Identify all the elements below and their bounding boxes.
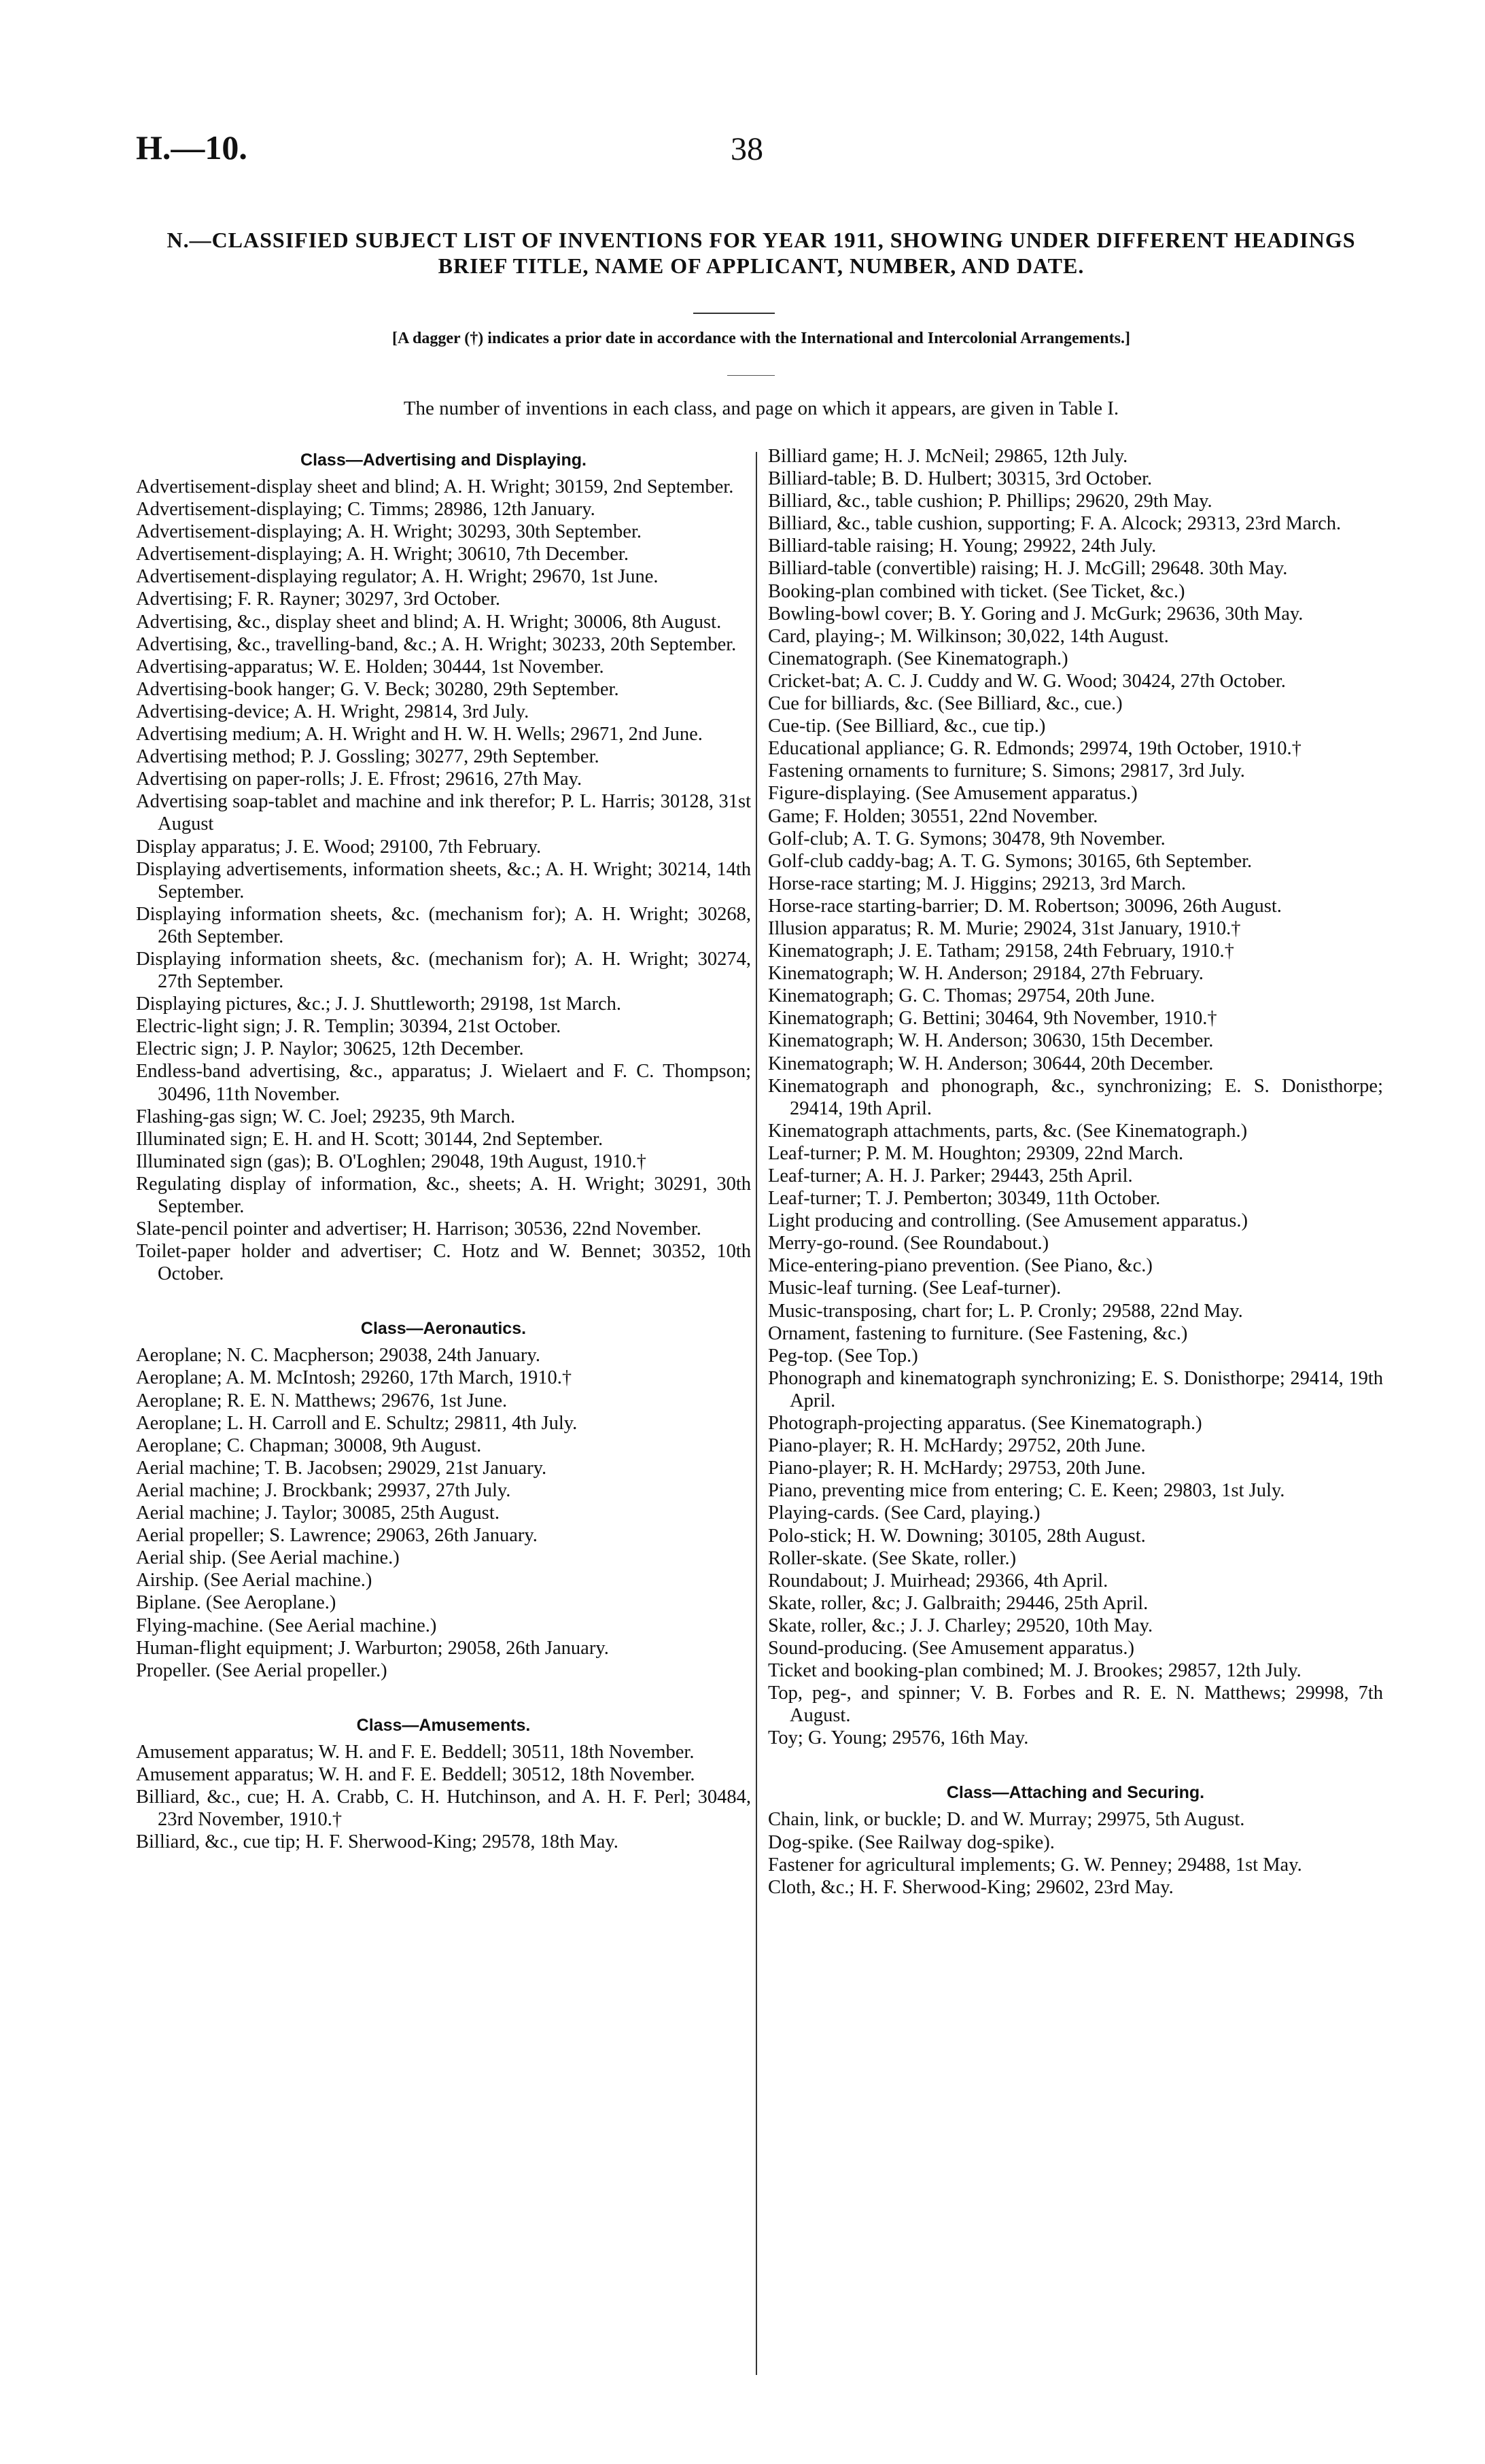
invention-entry: Advertisement-displaying; A. H. Wright; 30610, 7th December. (136, 544, 629, 565)
invention-entry: Airship. (See Aerial machine.) (136, 1570, 372, 1591)
invention-entry: Aeroplane; L. H. Carroll and E. Schultz; 29811, 4th July. (136, 1412, 578, 1434)
invention-entry: Billiard, &c., table cushion; P. Phillips; 29620, 29th May. (768, 491, 1212, 512)
title-rule (693, 313, 775, 314)
invention-entry: Bowling-bowl cover; B. Y. Goring and J. McGurk; 29636, 30th May. (768, 603, 1304, 624)
invention-entry: Advertisement-displaying; C. Timms; 28986, 12th January. (136, 499, 595, 521)
invention-entry: Advertising, &c., travelling-band, &c.; A. H. Wright; 30233, 20th September. (136, 633, 737, 655)
invention-entry: Aerial machine; T. B. Jacobsen; 29029, 21st January. (136, 1457, 547, 1479)
right-column (768, 445, 1383, 1899)
invention-entry: Figure-displaying. (See Amusement apparatus.) (768, 783, 1138, 805)
invention-entry: Toy; G. Young; 29576, 16th May. (768, 1727, 1029, 1749)
invention-entry: Flashing-gas sign; W. C. Joel; 29235, 9th March. (136, 1106, 516, 1127)
invention-entry: Aerial machine; J. Taylor; 30085, 25th August. (136, 1502, 500, 1524)
invention-entry: Electric sign; J. P. Naylor; 30625, 12th December. (136, 1038, 524, 1060)
invention-entry: Toilet-paper holder and advertiser; C. Hotz and W. Bennet; 30352, 10th October. (136, 1241, 751, 1285)
invention-entry: Dog-spike. (See Railway dog-spike). (768, 1831, 1055, 1853)
invention-entry: Billiard, &c., table cushion, supporting; F. A. Alcock; 29313, 23rd March. (768, 513, 1342, 535)
invention-entry: Illusion apparatus; R. M. Murie; 29024, 31st January, 1910.† (768, 917, 1241, 939)
invention-entry: Displaying information sheets, &c. (mechanism for); A. H. Wright; 30274, 27th September. (136, 948, 751, 993)
invention-entry: Biplane. (See Aeroplane.) (136, 1592, 336, 1614)
invention-entry: Aerial machine; J. Brockbank; 29937, 27th July. (136, 1479, 511, 1501)
invention-entry: Advertising-device; A. H. Wright, 29814, 3rd July. (136, 701, 529, 722)
invention-entry: Cloth, &c.; H. F. Sherwood-King; 29602, 23rd May. (768, 1876, 1174, 1898)
invention-entry: Illuminated sign; E. H. and H. Scott; 30144, 2nd September. (136, 1128, 604, 1150)
invention-entry: Kinematograph; W. H. Anderson; 29184, 27th February. (768, 963, 1204, 985)
invention-entry: Skate, roller, &c.; J. J. Charley; 29520, 10th May. (768, 1615, 1153, 1636)
invention-entry: Advertisement-display sheet and blind; A. H. Wright; 30159, 2nd September. (136, 476, 734, 497)
class-heading: Class—Amusements. (356, 1715, 531, 1735)
invention-entry: Piano, preventing mice from entering; C. E. Keen; 29803, 1st July. (768, 1480, 1285, 1502)
invention-entry: Cue-tip. (See Billiard, &c., cue tip.) (768, 716, 1046, 737)
invention-entry: Roundabout; J. Muirhead; 29366, 4th April. (768, 1570, 1108, 1591)
invention-entry: Aerial propeller; S. Lawrence; 29063, 26th January. (136, 1525, 538, 1547)
invention-entry: Aeroplane; C. Chapman; 30008, 9th August. (136, 1435, 482, 1456)
class-heading: Class—Aeronautics. (360, 1319, 527, 1339)
invention-entry: Billiard, &c., cue; H. A. Crabb, C. H. Hutchinson, and A. H. F. Perl; 30484, 23rd November, 1910.† (136, 1786, 751, 1831)
invention-entry: Advertising soap-tablet and machine and ink therefor; P. L. Harris; 30128, 31st August (136, 791, 751, 835)
invention-entry: Human-flight equipment; J. Warburton; 29058, 26th January. (136, 1637, 609, 1659)
invention-entry: Cue for billiards, &c. (See Billiard, &c., cue.) (768, 693, 1123, 715)
invention-entry: Advertising method; P. J. Gossling; 30277, 29th September. (136, 746, 599, 768)
invention-entry: Peg-top. (See Top.) (768, 1345, 918, 1367)
invention-entry: Golf-club; A. T. G. Symons; 30478, 9th November. (768, 828, 1166, 849)
invention-entry: Horse-race starting; M. J. Higgins; 29213, 3rd March. (768, 873, 1187, 894)
invention-entry: Endless-band advertising, &c., apparatus; J. Wielaert and F. C. Thompson; 30496, 11th November. (136, 1061, 751, 1105)
invention-entry: Leaf-turner; A. H. J. Parker; 29443, 25th April. (768, 1165, 1133, 1186)
invention-entry: Playing-cards. (See Card, playing.) (768, 1502, 1041, 1524)
invention-entry: Amusement apparatus; W. H. and F. E. Beddell; 30511, 18th November. (136, 1741, 695, 1763)
invention-entry: Aeroplane; A. M. McIntosh; 29260, 17th March, 1910.† (136, 1367, 572, 1389)
invention-entry: Kinematograph attachments, parts, &c. (See Kinematograph.) (768, 1120, 1248, 1142)
invention-entry: Educational appliance; G. R. Edmonds; 29974, 19th October, 1910.† (768, 738, 1301, 760)
invention-entry: Music-transposing, chart for; L. P. Cronly; 29588, 22nd May. (768, 1300, 1243, 1322)
invention-entry: Regulating display of information, &c., sheets; A. H. Wright; 30291, 30th September. (136, 1173, 751, 1217)
invention-entry: Skate, roller, &c; J. Galbraith; 29446, 25th April. (768, 1592, 1149, 1614)
invention-entry: Polo-stick; H. W. Downing; 30105, 28th August. (768, 1525, 1146, 1547)
intro-text: The number of inventions in each class, and page on which it appears, are given in Table I. (403, 398, 1119, 419)
invention-entry: Piano-player; R. H. McHardy; 29752, 20th June. (768, 1435, 1146, 1457)
invention-entry: Amusement apparatus; W. H. and F. E. Beddell; 30512, 18th November. (136, 1763, 695, 1785)
invention-entry: Piano-player; R. H. McHardy; 29753, 20th June. (768, 1458, 1146, 1479)
invention-entry: Card, playing-; M. Wilkinson; 30,022, 14th August. (768, 625, 1169, 647)
class-heading: Class—Advertising and Displaying. (300, 451, 587, 470)
invention-entry: Propeller. (See Aerial propeller.) (136, 1659, 387, 1681)
invention-entry: Light producing and controlling. (See Amusement apparatus.) (768, 1210, 1248, 1232)
invention-entry: Kinematograph and phonograph, &c., synchronizing; E. S. Donisthorpe; 29414, 19th April. (768, 1075, 1383, 1119)
page-number: 38 (731, 131, 763, 167)
invention-entry: Billiard-table (convertible) raising; H. J. McGill; 29648. 30th May. (768, 558, 1288, 580)
invention-entry: Merry-go-round. (See Roundabout.) (768, 1233, 1049, 1254)
invention-entry: Phonograph and kinematograph synchronizing; E. S. Donisthorpe; 29414, 19th April. (768, 1367, 1383, 1411)
invention-entry: Billiard-table; B. D. Hulbert; 30315, 3rd October. (768, 468, 1153, 490)
invention-entry: Advertising, &c., display sheet and blind; A. H. Wright; 30006, 8th August. (136, 611, 722, 633)
invention-entry: Advertising-apparatus; W. E. Holden; 30444, 1st November. (136, 656, 604, 677)
invention-entry: Horse-race starting-barrier; D. M. Robertson; 30096, 26th August. (768, 895, 1282, 917)
invention-entry: Game; F. Holden; 30551, 22nd November. (768, 805, 1098, 827)
invention-entry: Fastening ornaments to furniture; S. Simons; 29817, 3rd July. (768, 760, 1245, 782)
invention-entry: Aeroplane; R. E. N. Matthews; 29676, 1st June. (136, 1390, 508, 1411)
invention-entry: Golf-club caddy-bag; A. T. G. Symons; 30165, 6th September. (768, 850, 1253, 872)
invention-entry: Advertising medium; A. H. Wright and H. W. H. Wells; 29671, 2nd June. (136, 724, 703, 745)
left-column (136, 445, 751, 1853)
invention-entry: Photograph-projecting apparatus. (See Kinematograph.) (768, 1413, 1202, 1435)
invention-entry: Advertising; F. R. Rayner; 30297, 3rd October. (136, 588, 500, 610)
invention-entry: Leaf-turner; T. J. Pemberton; 30349, 11th October. (768, 1188, 1161, 1210)
invention-entry: Ornament, fastening to furniture. (See Fastening, &c.) (768, 1322, 1188, 1344)
invention-entry: Cinematograph. (See Kinematograph.) (768, 648, 1068, 669)
note-rule (727, 375, 775, 376)
invention-entry: Cricket-bat; A. C. J. Cuddy and W. G. Wood; 30424, 27th October. (768, 670, 1286, 692)
invention-entry: Slate-pencil pointer and advertiser; H. Harrison; 30536, 22nd November. (136, 1218, 701, 1240)
invention-entry: Top, peg-, and spinner; V. B. Forbes and R. E. N. Matthews; 29998, 7th August. (768, 1683, 1383, 1727)
invention-entry: Kinematograph; W. H. Anderson; 30630, 15th December. (768, 1030, 1214, 1052)
invention-entry: Leaf-turner; P. M. M. Houghton; 29309, 22nd March. (768, 1142, 1184, 1164)
invention-entry: Fastener for agricultural implements; G. W. Penney; 29488, 1st May. (768, 1854, 1302, 1876)
invention-entry: Roller-skate. (See Skate, roller.) (768, 1547, 1017, 1569)
invention-entry: Music-leaf turning. (See Leaf-turner). (768, 1278, 1062, 1299)
invention-entry: Displaying advertisements, information sheets, &c.; A. H. Wright; 30214, 14th September. (136, 858, 751, 902)
class-heading: Class—Attaching and Securing. (946, 1783, 1205, 1803)
invention-entry: Billiard-table raising; H. Young; 29922, 24th July. (768, 535, 1157, 557)
dagger-note: [A dagger (†) indicates a prior date in accordance with the International and Intercolonial Arrangements.] (392, 330, 1130, 347)
invention-entry: Advertisement-displaying regulator; A. H. Wright; 29670, 1st June. (136, 566, 659, 588)
invention-entry: Advertising on paper-rolls; J. E. Ffrost; 29616, 27th May. (136, 769, 582, 790)
invention-entry: Kinematograph; W. H. Anderson; 30644, 20th December. (768, 1053, 1214, 1074)
invention-entry: Illuminated sign (gas); B. O'Loghlen; 29048, 19th August, 1910.† (136, 1150, 646, 1172)
invention-entry: Displaying information sheets, &c. (mechanism for); A. H. Wright; 30268, 26th September. (136, 903, 751, 947)
invention-entry: Aerial ship. (See Aerial machine.) (136, 1547, 400, 1569)
invention-entry: Booking-plan combined with ticket. (See Ticket, &c.) (768, 580, 1185, 602)
invention-entry: Chain, link, or buckle; D. and W. Murray; 29975, 5th August. (768, 1809, 1245, 1831)
invention-entry: Sound-producing. (See Amusement apparatus.) (768, 1637, 1135, 1659)
invention-entry: Ticket and booking-plan combined; M. J. Brookes; 29857, 12th July. (768, 1660, 1301, 1682)
invention-entry: Advertising-book hanger; G. V. Beck; 30280, 29th September. (136, 678, 619, 700)
invention-entry: Kinematograph; J. E. Tatham; 29158, 24th February, 1910.† (768, 940, 1234, 962)
invention-entry: Display apparatus; J. E. Wood; 29100, 7th February. (136, 836, 542, 858)
invention-entry: Mice-entering-piano prevention. (See Piano, &c.) (768, 1255, 1153, 1277)
document-code: H.—10. (136, 128, 247, 166)
invention-entry: Kinematograph; G. Bettini; 30464, 9th November, 1910.† (768, 1008, 1217, 1029)
invention-entry: Billiard game; H. J. McNeil; 29865, 12th July. (768, 446, 1128, 467)
column-divider (756, 452, 757, 2375)
invention-entry: Billiard, &c., cue tip; H. F. Sherwood-King; 29578, 18th May. (136, 1831, 618, 1853)
invention-entry: Flying-machine. (See Aerial machine.) (136, 1615, 437, 1636)
invention-entry: Aeroplane; N. C. Macpherson; 29038, 24th January. (136, 1345, 540, 1367)
invention-entry: Displaying pictures, &c.; J. J. Shuttleworth; 29198, 1st March. (136, 993, 622, 1015)
invention-entry: Advertisement-displaying; A. H. Wright; 30293, 30th September. (136, 521, 642, 543)
invention-entry: Kinematograph; G. C. Thomas; 29754, 20th June. (768, 985, 1155, 1007)
invention-entry: Electric-light sign; J. R. Templin; 30394, 21st October. (136, 1016, 561, 1038)
page-title: N.—CLASSIFIED SUBJECT LIST OF INVENTIONS FOR YEAR 1911, SHOWING UNDER DIFFERENT HEADINGS BRIEF TITLE, NAME OF APPLICANT, NUMBER, AND DATE. (167, 228, 1356, 278)
